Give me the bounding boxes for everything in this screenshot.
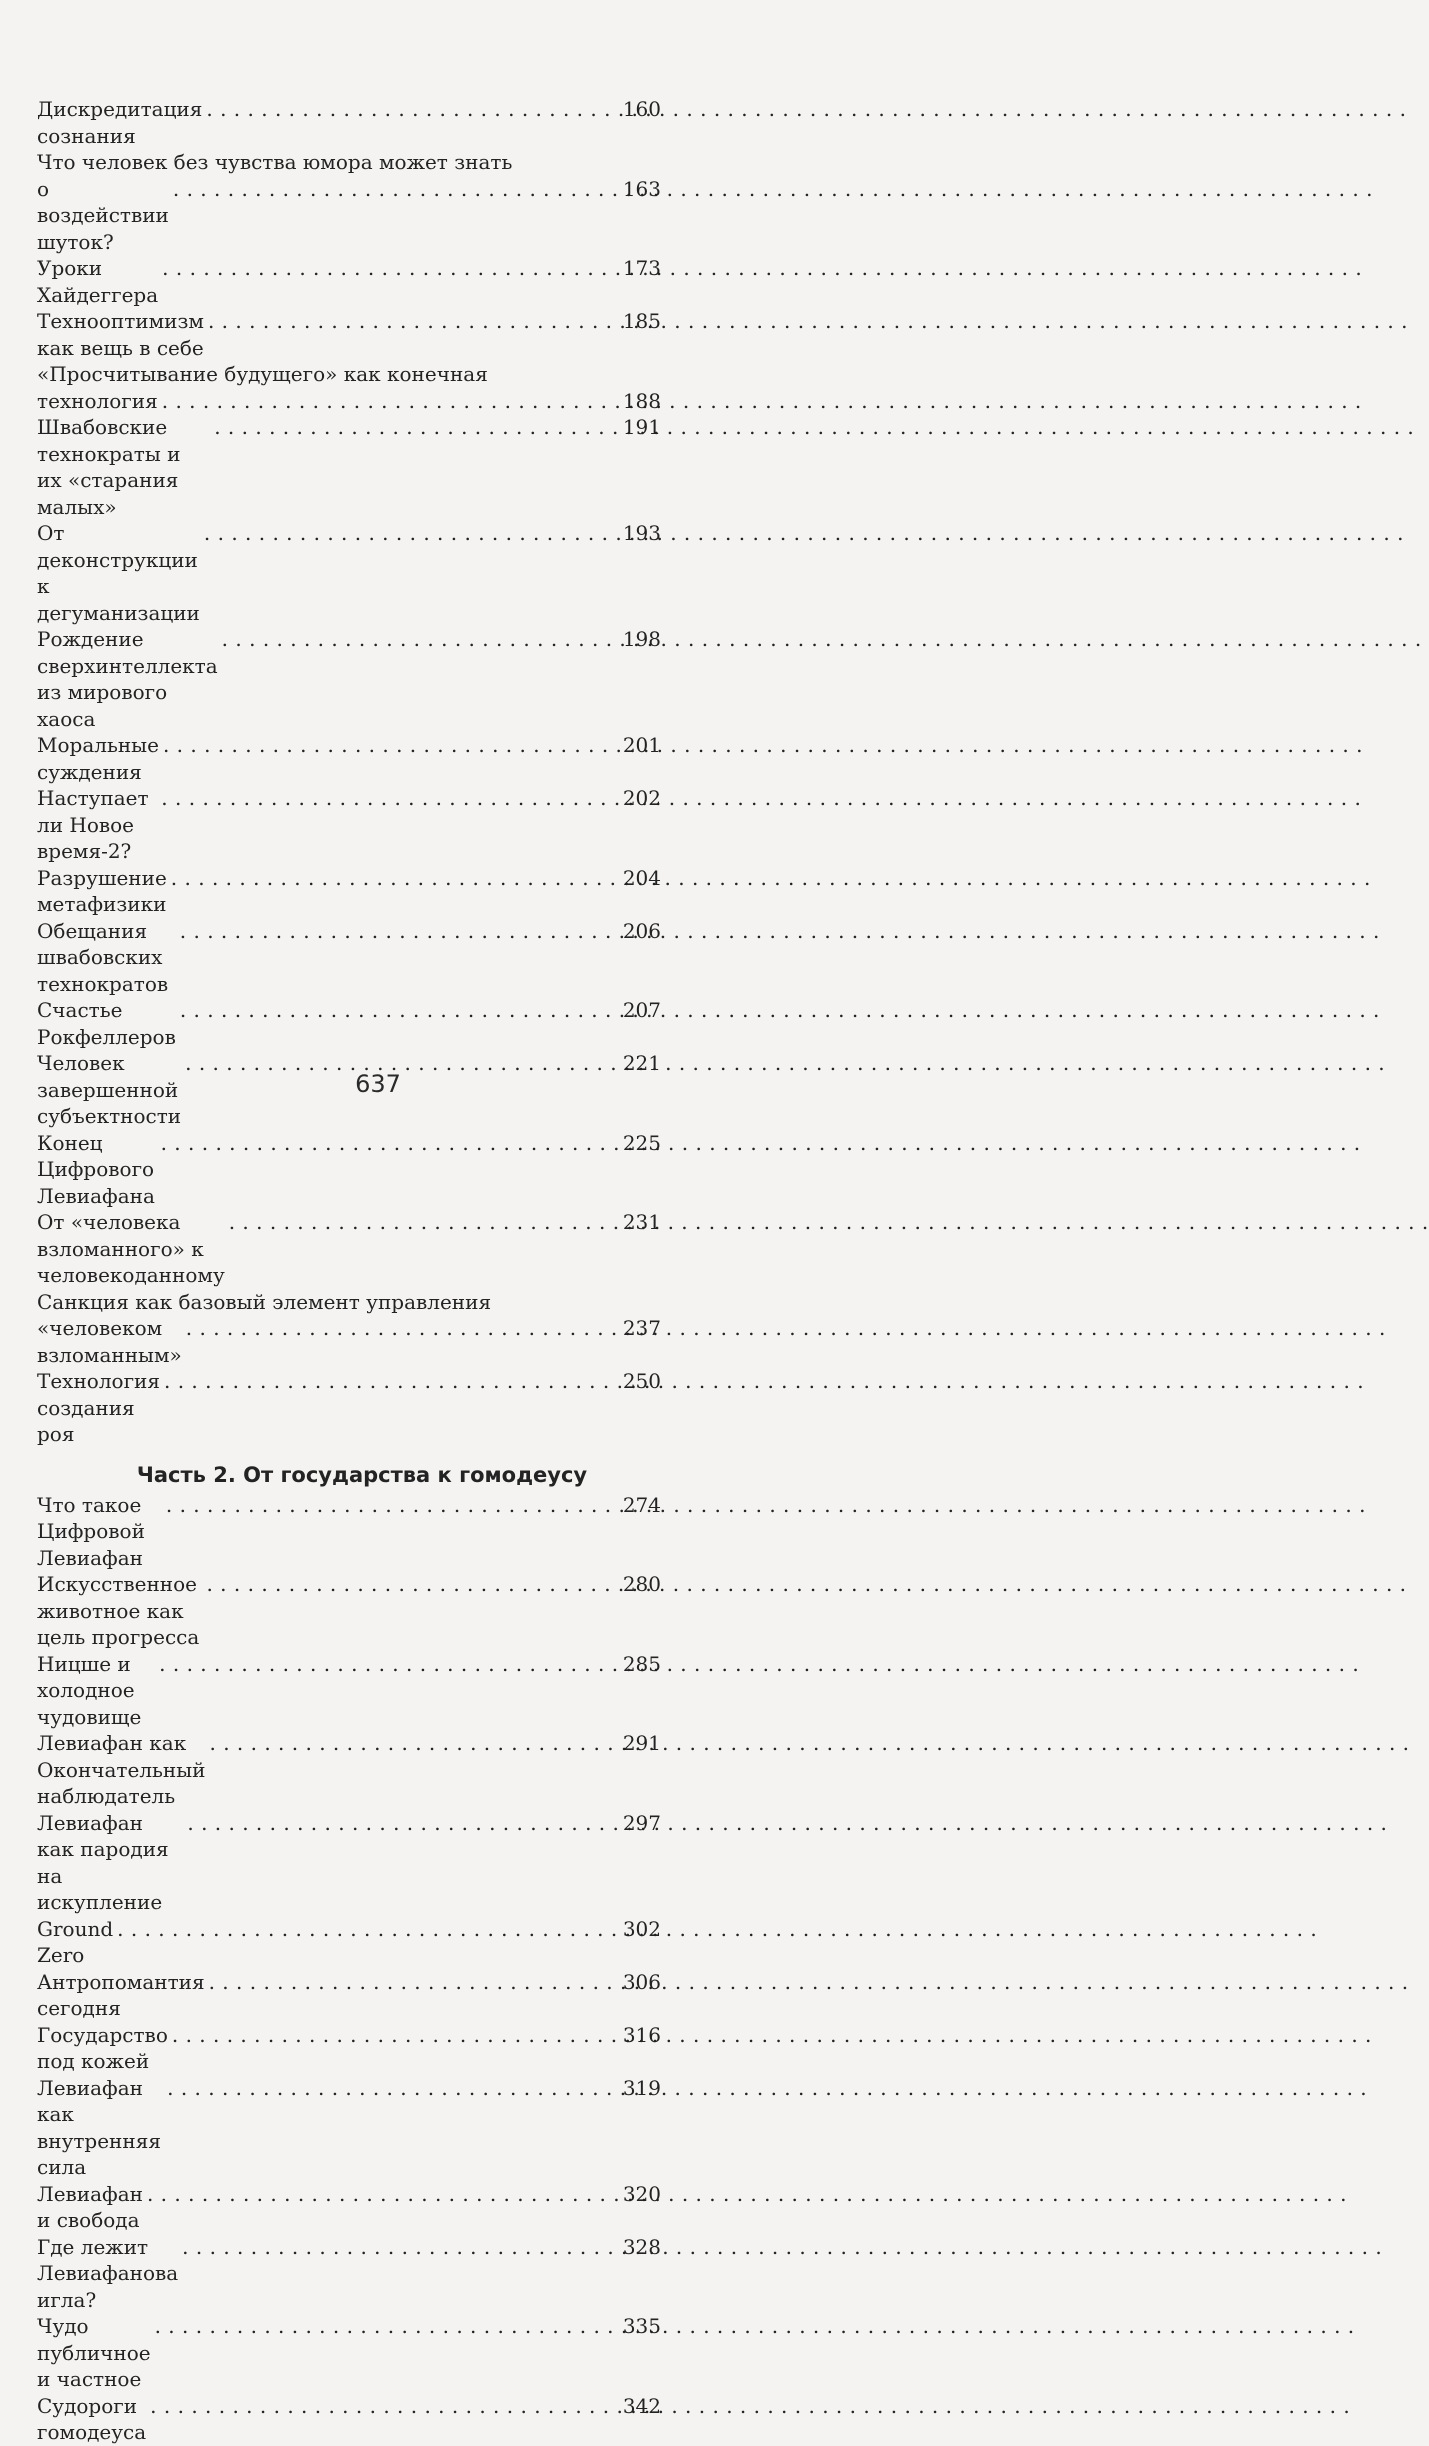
toc-entry bbox=[37, 1368, 661, 1448]
toc-entry-page: 193 bbox=[622, 521, 661, 545]
dot-leader bbox=[164, 1368, 619, 1395]
toc-entry-title: о воздействии шуток? bbox=[37, 176, 169, 254]
toc-entry-page: 163 bbox=[622, 176, 661, 201]
toc-entry-title: «Просчитывание будущего» как конечная bbox=[37, 362, 488, 386]
toc-entry bbox=[37, 1730, 661, 1810]
toc-entry bbox=[37, 2393, 661, 2446]
dot-leader bbox=[172, 2022, 619, 2049]
toc-entry-page: 319 bbox=[622, 2075, 661, 2100]
toc-entry-title: Конец Цифрового Левиафана bbox=[37, 1130, 155, 1208]
toc-entry-page: 237 bbox=[622, 1316, 661, 1340]
toc-part-1-list bbox=[37, 96, 661, 1448]
toc-entry-page: 207 bbox=[622, 998, 661, 1022]
toc-entry bbox=[37, 308, 661, 361]
toc-entry-title: Государство под кожей bbox=[37, 2022, 168, 2073]
dot-leader bbox=[159, 1651, 619, 1678]
toc-entry-title: Антропомантия сегодня bbox=[37, 1969, 205, 2020]
toc-entry bbox=[37, 2181, 661, 2234]
toc-entry bbox=[37, 1810, 661, 1916]
toc-entry-page: 328 bbox=[622, 2234, 661, 2259]
toc-entry-page: 302 bbox=[622, 1916, 661, 1941]
toc-entry-title: Левиафан и свобода bbox=[37, 2181, 143, 2232]
dot-leader bbox=[162, 255, 619, 282]
toc-entry-page: 204 bbox=[622, 865, 661, 890]
toc-entry-page: 335 bbox=[622, 2314, 661, 2338]
toc-entry-page: 221 bbox=[622, 1051, 661, 1075]
toc-entry-page: 285 bbox=[622, 1651, 661, 1676]
toc-entry-title: «человеком взломанным» bbox=[37, 1316, 182, 1367]
dot-leader bbox=[163, 732, 619, 759]
toc-entry bbox=[37, 732, 661, 785]
dot-leader bbox=[150, 2393, 619, 2420]
toc-entry bbox=[37, 626, 661, 732]
toc-entry-page: 274 bbox=[622, 1492, 661, 1517]
dot-leader bbox=[214, 414, 619, 441]
toc-entry bbox=[37, 997, 661, 1050]
dot-leader bbox=[229, 1209, 619, 1236]
toc-entry bbox=[37, 2313, 661, 2393]
toc-entry bbox=[37, 1969, 661, 2022]
toc-entry bbox=[37, 520, 661, 626]
dot-leader bbox=[180, 918, 619, 945]
toc-entry bbox=[37, 414, 661, 520]
toc-entry-title: Счастье Рокфеллеров bbox=[37, 998, 176, 1049]
toc-entry bbox=[37, 255, 661, 308]
toc-part-2-list bbox=[37, 1492, 661, 2446]
page-number: 637 bbox=[355, 1070, 401, 1098]
toc-entry bbox=[37, 1916, 661, 1969]
dot-leader bbox=[166, 1492, 619, 1519]
toc-entry-title: Ground Zero bbox=[37, 1916, 114, 1967]
dot-leader bbox=[222, 626, 619, 653]
toc-entry-title: Ницше и холодное чудовище bbox=[37, 1651, 142, 1729]
section-heading: Часть 2. От государства к гомодеусу bbox=[136, 1462, 588, 1487]
toc-entry-page: 160 bbox=[622, 97, 661, 121]
toc-entry bbox=[37, 1492, 661, 1572]
toc-entry-page: 231 bbox=[622, 1210, 661, 1234]
toc-entry bbox=[37, 96, 661, 149]
dot-leader bbox=[209, 1969, 619, 1996]
dot-leader bbox=[173, 176, 619, 203]
toc-entry-title: Что такое Цифровой Левиафан bbox=[37, 1492, 145, 1570]
toc-entry-title: Дискредитация сознания bbox=[37, 97, 203, 148]
toc-entry-title: Рождение сверхинтеллекта из мирового хаоса bbox=[37, 627, 218, 731]
toc-entry-page: 202 bbox=[622, 786, 661, 810]
toc-entry-page: 342 bbox=[622, 2393, 661, 2418]
dot-leader bbox=[161, 1130, 619, 1157]
toc-entry-page: 201 bbox=[622, 733, 661, 757]
dot-leader bbox=[171, 865, 619, 892]
toc-entry-title: Санкция как базовый элемент управления bbox=[37, 1289, 492, 1314]
toc-entry-page: 198 bbox=[622, 627, 661, 651]
dot-leader bbox=[155, 2313, 619, 2340]
toc-entry-page: 250 bbox=[622, 1369, 661, 1393]
toc-entry-page: 306 bbox=[622, 1969, 661, 1994]
dot-leader bbox=[180, 997, 619, 1024]
toc-entry-title: Человек завершенной субъектности bbox=[37, 1051, 182, 1128]
toc-entry bbox=[37, 149, 661, 255]
dot-leader bbox=[167, 2075, 619, 2102]
dot-leader bbox=[147, 2181, 619, 2208]
toc-entry-page: 225 bbox=[622, 1130, 661, 1155]
table-of-contents bbox=[37, 96, 661, 2446]
toc-entry bbox=[37, 1209, 661, 1289]
toc-entry-title: Чудо публичное и частное bbox=[37, 2314, 151, 2391]
toc-entry-title: Швабовские технократы и их «старания малых» bbox=[37, 415, 181, 519]
toc-entry-page: 320 bbox=[622, 2181, 661, 2206]
dot-leader bbox=[208, 308, 619, 335]
dot-leader bbox=[117, 1916, 619, 1943]
toc-entry-title: От «человека взломанного» к человекоданному bbox=[37, 1210, 225, 1287]
toc-entry-title: Обещания швабовских технократов bbox=[37, 918, 169, 996]
toc-entry-page: 291 bbox=[622, 1731, 661, 1755]
toc-entry-page: 191 bbox=[622, 415, 661, 439]
toc-entry bbox=[37, 865, 661, 918]
toc-entry-page: 280 bbox=[622, 1572, 661, 1596]
toc-entry bbox=[37, 2234, 661, 2314]
toc-entry bbox=[37, 1651, 661, 1731]
dot-leader bbox=[182, 2234, 619, 2261]
toc-entry-title: Левиафан как пародия на искупление bbox=[37, 1810, 169, 1914]
toc-entry-title: Левиафан как внутренняя сила bbox=[37, 2075, 161, 2179]
toc-entry-title: Искусственное животное как цель прогресса bbox=[37, 1572, 200, 1649]
toc-entry-page: 185 bbox=[622, 309, 661, 333]
toc-entry-title: Технооптимизм как вещь в себе bbox=[37, 309, 204, 360]
dot-leader bbox=[162, 388, 619, 415]
dot-leader bbox=[206, 96, 618, 123]
toc-entry bbox=[37, 361, 661, 414]
toc-entry bbox=[37, 918, 661, 998]
toc-entry bbox=[37, 2022, 661, 2075]
toc-entry bbox=[37, 785, 661, 865]
dot-leader bbox=[209, 1730, 618, 1757]
toc-entry-title: Уроки Хайдеггера bbox=[37, 256, 159, 307]
dot-leader bbox=[186, 1315, 619, 1342]
toc-entry-page: 173 bbox=[622, 256, 661, 280]
dot-leader bbox=[161, 785, 619, 812]
toc-entry bbox=[37, 1289, 661, 1369]
toc-entry-title: Левиафан как Окончательный наблюдатель bbox=[37, 1731, 206, 1808]
toc-entry-title: Где лежит Левиафанова игла? bbox=[37, 2234, 179, 2312]
toc-entry-title: Технология создания роя bbox=[37, 1369, 160, 1446]
toc-entry-title: Моральные суждения bbox=[37, 733, 159, 784]
toc-entry-title: От деконструкции к дегуманизации bbox=[37, 521, 200, 625]
dot-leader bbox=[187, 1810, 618, 1837]
toc-entry-page: 297 bbox=[622, 1810, 661, 1835]
toc-entry bbox=[37, 1130, 661, 1210]
toc-entry bbox=[37, 1571, 661, 1651]
toc-entry-page: 316 bbox=[622, 2022, 661, 2047]
toc-entry bbox=[37, 2075, 661, 2181]
toc-entry-title: Что человек без чувства юмора может знать bbox=[37, 150, 513, 174]
toc-entry-page: 206 bbox=[622, 918, 661, 943]
toc-entry-page: 188 bbox=[622, 388, 661, 413]
dot-leader bbox=[204, 520, 619, 547]
toc-entry-title: Разрушение метафизики bbox=[37, 865, 167, 916]
dot-leader bbox=[206, 1571, 618, 1598]
toc-entry-title: Наступает ли Новое время-2? bbox=[37, 786, 149, 863]
toc-entry-title: Судороги гомодеуса bbox=[37, 2393, 147, 2444]
toc-entry-title: технология bbox=[37, 388, 158, 413]
